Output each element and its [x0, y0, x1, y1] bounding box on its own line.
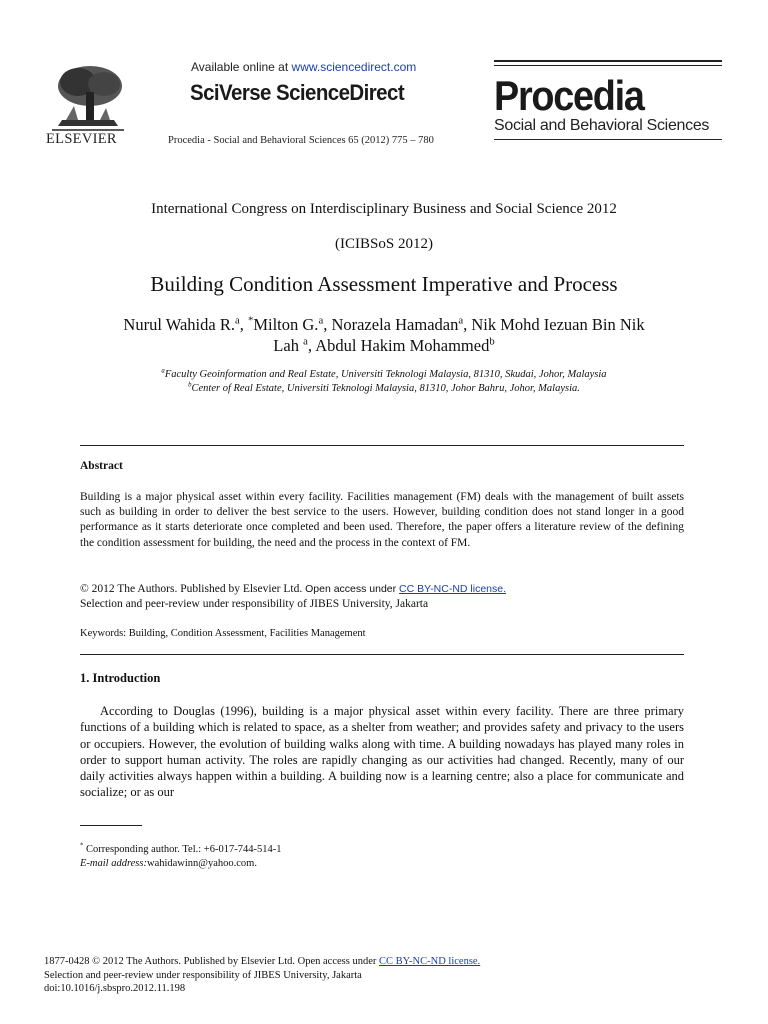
section-heading: 1. Introduction — [80, 671, 161, 685]
author-name: Nik Mohd Iezuan Bin Nik — [471, 315, 645, 334]
footer-peer-review: Selection and peer-review under responsibility of JIBES University, Jakarta — [44, 969, 362, 981]
affil-marker: a — [318, 314, 324, 327]
journal-masthead — [494, 60, 722, 140]
affil-marker: a — [234, 314, 240, 327]
affil-marker: b — [489, 335, 495, 348]
affiliation-a — [0, 368, 768, 382]
affiliation-b — [0, 382, 768, 396]
abstract-heading: Abstract — [80, 460, 123, 472]
footer-license-link[interactable]: CC BY-NC-ND license. — [378, 956, 481, 967]
affiliation-text: Faculty Geoinformation and Real Estate, Universiti Teknologi Malaysia, 81310, Skudai, Johor, Malaysia — [164, 369, 607, 380]
author-list: Nurul Wahida R.$^a$, *Milton G.$^a$, Norazela Hamadan$^a$, Nik Mohd Iezuan Bin Nik Lah $^a$, Abdul Hakim Mohammed$^b$ — [123, 314, 645, 355]
available-prefix: Available online at — [191, 60, 292, 74]
email-label: E-mail address: — [80, 857, 147, 869]
copyright-text: © 2012 The Authors. Published by Elsevier Ltd. — [80, 583, 303, 595]
abstract-text: Building is a major physical asset within every facility. Facilities management (FM) deals with the management of built assets such as building in order to deliver the best service to the users. However, building condition does not stand longer in a good performance as it starts deteriorate once completed and been used. Therefore, the paper offers a literature review of the defining the condition assessment for building, the need and the process in the context of FM. — [80, 491, 684, 549]
footnote-marker: * — [80, 842, 84, 850]
page-footer — [44, 955, 480, 996]
corresponding-text: Corresponding author. Tel.: +6-017-744-514-1 — [83, 844, 282, 855]
doi: doi:10.1016/j.sbspro.2012.11.198 — [44, 983, 186, 994]
platform-name: SciVerse ScienceDirect — [190, 80, 405, 105]
conference-name: International Congress on Interdisciplinary Business and Social Science 2012 — [151, 201, 617, 217]
journal-name: Procedia — [494, 72, 644, 119]
affil-marker: b — [188, 381, 192, 389]
divider-bottom — [80, 654, 684, 655]
affil-marker: a — [303, 335, 308, 348]
affil-marker: a — [161, 367, 165, 375]
masthead-rule-top — [494, 60, 722, 62]
elsevier-tree-logo — [48, 62, 128, 132]
corresponding-author — [80, 843, 281, 857]
masthead-rule-bottom — [494, 139, 722, 140]
keywords: Keywords: Building, Condition Assessment, Facilities Management — [80, 628, 366, 639]
affil-marker: a — [458, 314, 464, 327]
masthead-rule-top-thin — [494, 65, 722, 66]
introduction-text: According to Douglas (1996), building is a major physical asset within every facility. There are three primary functions of a building which is related to space, as a shelter from weather; and provides safety and privacy to the users or occupiers. However, the evolution of building walks along with time. A building nowadays has played many roles in order to support human activity. The roles are rapidly changing as our activities had changed. Recently, many of our daily activities always happen within a building. A building now is a learning centre; also a place for communicate and socialize; or as our — [80, 704, 684, 800]
publisher-wordmark: ELSEVIER — [46, 131, 117, 147]
affiliations — [0, 368, 768, 396]
author-name: Nurul Wahida R. — [123, 315, 235, 334]
divider-top — [80, 445, 684, 446]
open-access-text: Open access under — [297, 956, 377, 967]
author-name: Milton G. — [253, 315, 319, 334]
affiliation-text: Center of Real Estate, Universiti Teknologi Malaysia, 81310, Johor Bahru, Johor, Malaysia. — [191, 383, 580, 394]
author-name: Norazela Hamadan — [331, 315, 459, 334]
peer-review-text: Selection and peer-review under responsibility of JIBES University, Jakarta — [80, 598, 429, 610]
footnote-rule — [80, 825, 142, 826]
footer-copyright — [44, 955, 480, 969]
abstract-copyright — [80, 582, 684, 612]
available-online — [191, 60, 416, 74]
footnote — [80, 843, 281, 870]
license-link[interactable]: CC BY-NC-ND license. — [399, 583, 506, 595]
issn-copyright: 1877-0428 © 2012 The Authors. Published by Elsevier Ltd. — [44, 956, 296, 967]
journal-subtitle: Social and Behavioral Sciences — [494, 117, 710, 134]
paper-title: Building Condition Assessment Imperative and Process — [150, 272, 618, 296]
journal-citation: Procedia - Social and Behavioral Sciences 65 (2012) 775 – 780 — [168, 135, 434, 146]
sciencedirect-link[interactable]: www.sciencedirect.com — [291, 60, 417, 74]
email-line — [80, 857, 281, 871]
author-name: Abdul Hakim Mohammed — [315, 336, 490, 355]
open-access-text: Open access under — [305, 583, 397, 595]
conference-acronym: (ICIBSoS 2012) — [335, 236, 433, 252]
author-name-cont: Lah — [273, 336, 299, 355]
corresponding-marker: * — [247, 314, 254, 327]
email-address: wahidawinn@yahoo.com. — [146, 857, 257, 869]
